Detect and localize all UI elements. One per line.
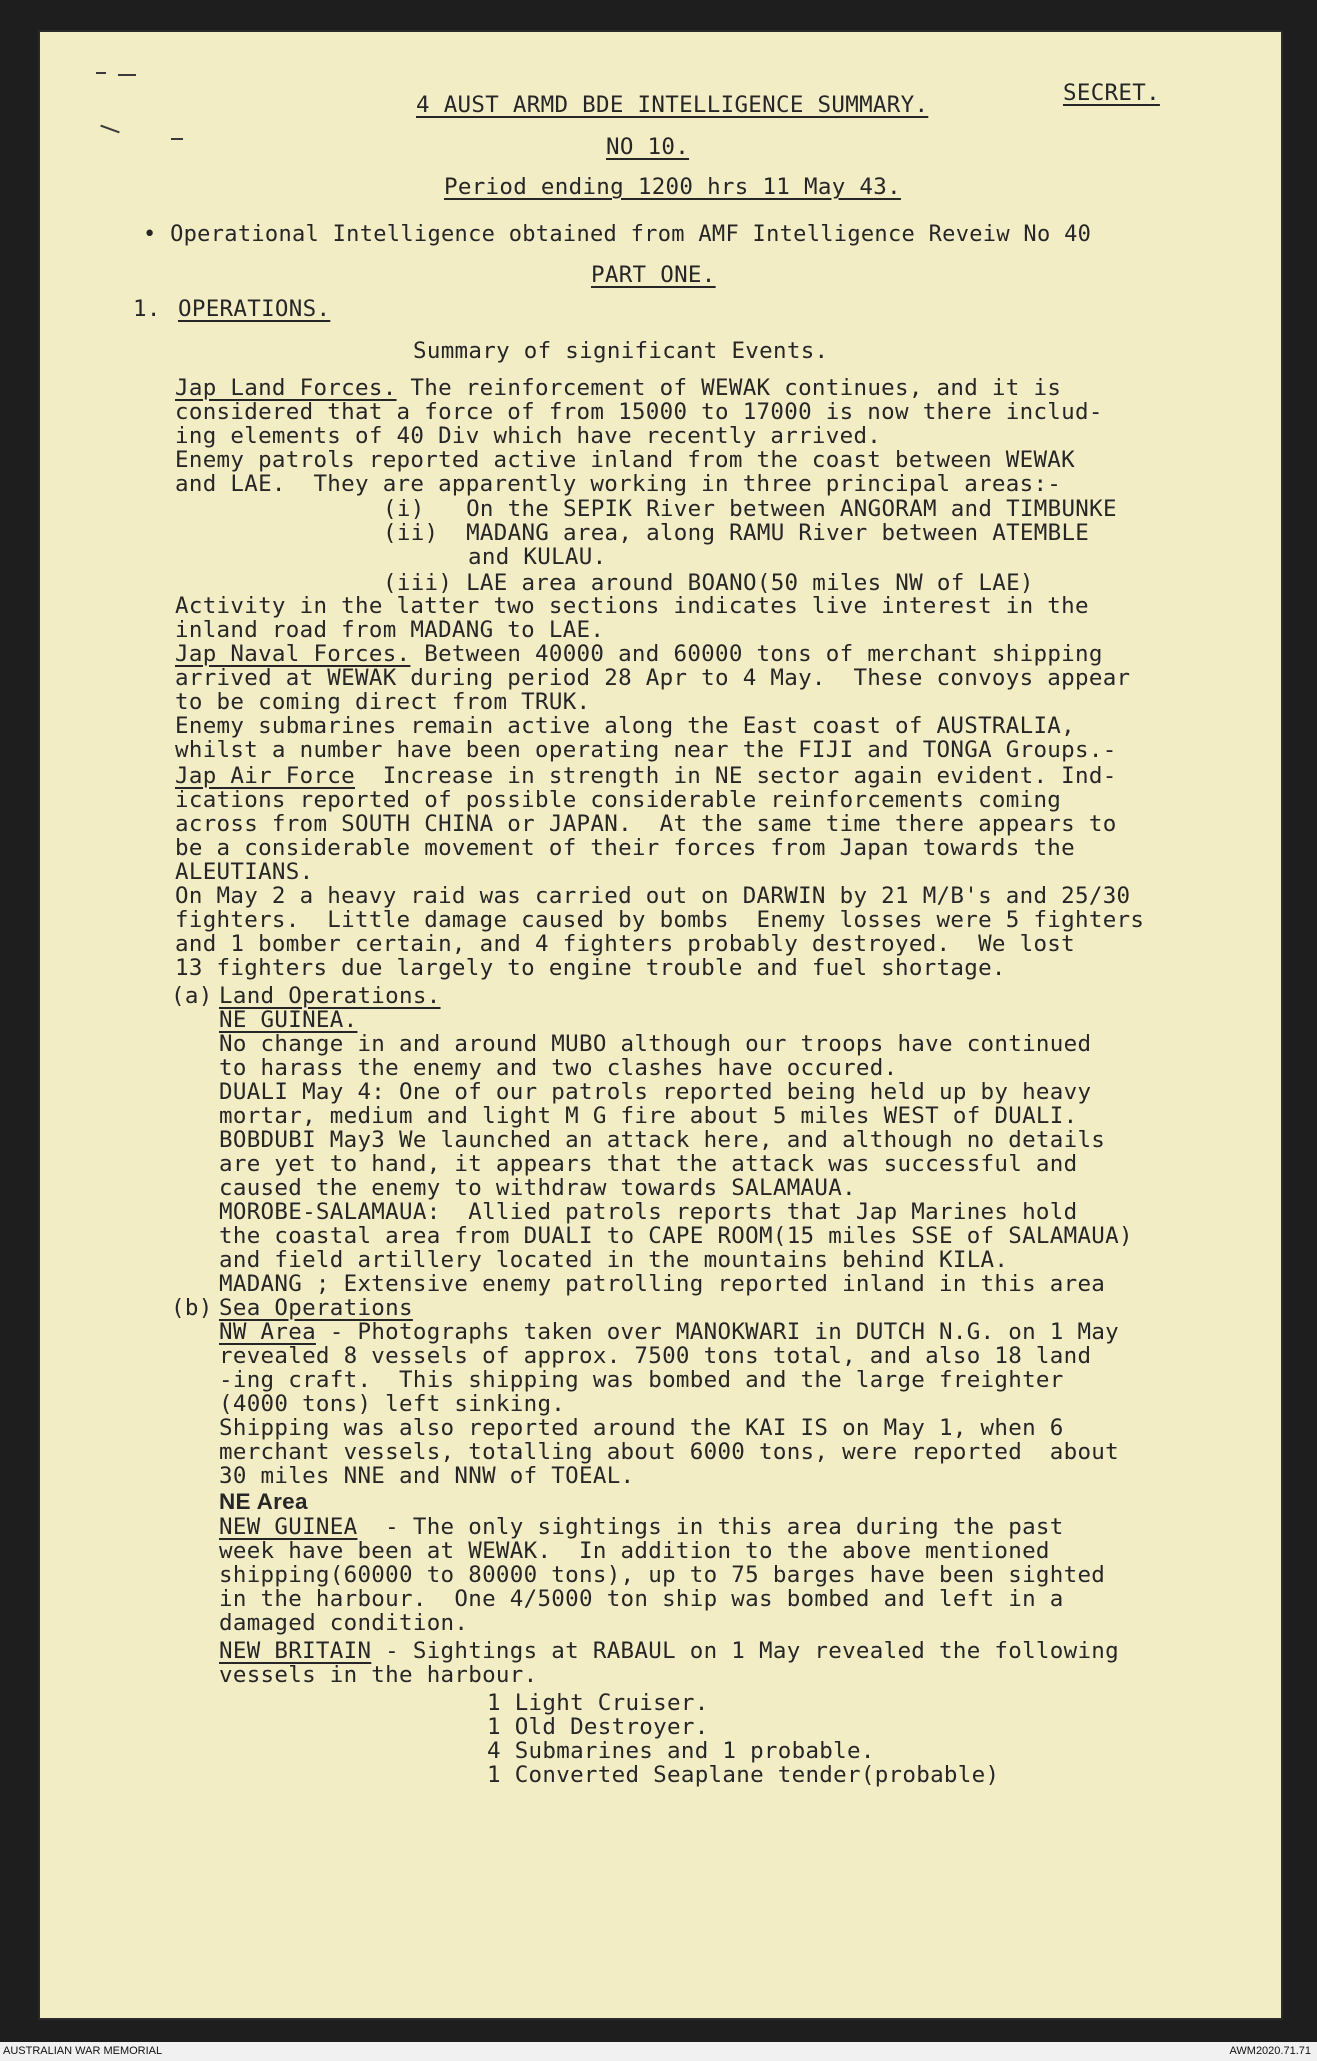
body-line: are yet to hand, it appears that the attack was successful and — [219, 1151, 1078, 1177]
body-line: (4000 tons) left sinking. — [219, 1391, 566, 1417]
body-line: whilst a number have been operating near the FIJI and TONGA Groups.- — [175, 737, 1117, 763]
stray-mark — [171, 138, 183, 140]
body-line: revealed 8 vessels of approx. 7500 tons total, and also 18 land — [219, 1343, 1092, 1369]
body-line: week have been at WEWAK. In addition to the above mentioned — [219, 1538, 1050, 1564]
body-line: to be coming direct from TRUK. — [175, 689, 591, 715]
body-line: ALEUTIANS. — [175, 859, 314, 885]
body-line: the coastal area from DUALI to CAPE ROOM(15 miles SSE of SALAMAUA) — [219, 1223, 1133, 1249]
body-line: considered that a force of from 15000 to 17000 is now there includ- — [175, 399, 1103, 425]
subsection-marker: (a) — [171, 983, 213, 1009]
body-line: to harass the enemy and two clashes have occured. — [219, 1055, 898, 1081]
vessel-item: 1 Converted Seaplane tender(probable) — [487, 1762, 1000, 1788]
source-line: • Operational Intelligence obtained from AMF Intelligence Reveiw No 40 — [143, 222, 1092, 247]
stray-mark — [118, 74, 136, 76]
body-line: On May 2 a heavy raid was carried out on DARWIN by 21 M/B's and 25/30 — [175, 883, 1131, 909]
body-line: and 1 bomber certain, and 4 fighters probably destroyed. We lost — [175, 931, 1075, 957]
body-line: and LAE. They are apparently working in three principal areas:- — [175, 471, 1062, 497]
paragraph-lead: Jap Air Force — [175, 763, 355, 789]
body-line: DUALI May 4: One of our patrols reported being held up by heavy — [219, 1079, 1092, 1105]
subsection-title: Land Operations. — [219, 983, 441, 1009]
body-line: be a considerable movement of their forces from Japan towards the — [175, 835, 1075, 861]
area-heading: NE Area — [219, 1489, 308, 1514]
body-line: BOBDUBI May3 We launched an attack here, and although no details — [219, 1127, 1106, 1153]
body-line: Activity in the latter two sections indicates live interest in the — [175, 593, 1089, 619]
body-line: Jap Naval Forces. Between 40000 and 60000 tons of merchant shipping — [175, 641, 1103, 667]
body-line: MOROBE-SALAMAUA: Allied patrols reports that Jap Marines hold — [219, 1199, 1078, 1225]
body-line: Jap Land Forces. The reinforcement of WEWAK continues, and it is — [175, 375, 1062, 401]
body-line: inland road from MADANG to LAE. — [175, 617, 605, 643]
list-item: (iii) LAE area around BOANO(50 miles NW of LAE) — [383, 570, 1034, 596]
area-heading: NEW BRITAIN — [219, 1638, 372, 1664]
body-line: shipping(60000 to 80000 tons), up to 75 barges have been sighted — [219, 1562, 1106, 1588]
vessel-item: 1 Old Destroyer. — [487, 1714, 709, 1740]
body-line: No change in and around MUBO although our troops have continued — [219, 1031, 1092, 1057]
body-line: Jap Air Force Increase in strength in NE sector again evident. Ind- — [175, 763, 1117, 789]
area-heading: NE GUINEA. — [219, 1007, 358, 1033]
list-item: (ii) MADANG area, along RAMU River between ATEMBLE — [383, 520, 1090, 546]
area-heading: NEW GUINEA — [219, 1514, 358, 1540]
body-line: arrived at WEWAK during period 28 Apr to 4 May. These convoys appear — [175, 665, 1131, 691]
body-line: NW Area - Photographs taken over MANOKWARI in DUTCH N.G. on 1 May — [219, 1319, 1120, 1345]
body-line: mortar, medium and light M G fire about 5 miles WEST of DUALI. — [219, 1103, 1078, 1129]
stray-mark — [96, 72, 106, 74]
body-line: Enemy patrols reported active inland from the coast between WEWAK — [175, 447, 1075, 473]
vessel-item: 1 Light Cruiser. — [487, 1690, 709, 1716]
body-line: Shipping was also reported around the KAI IS on May 1, when 6 — [219, 1415, 1064, 1441]
body-line: NEW BRITAIN - Sightings at RABAUL on 1 May revealed the following — [219, 1638, 1120, 1664]
body-line: 13 fighters due largely to engine trouble and fuel shortage. — [175, 955, 1006, 981]
summary-heading: Summary of significant Events. — [413, 338, 829, 364]
body-line: damaged condition. — [219, 1610, 469, 1636]
summary-number: NO 10. — [606, 134, 690, 160]
paragraph-lead: Jap Land Forces. — [175, 375, 397, 401]
stray-mark — [100, 125, 119, 134]
list-item: (i) On the SEPIK River between ANGORAM and TIMBUNKE — [383, 496, 1117, 522]
paragraph-lead: Jap Naval Forces. — [175, 641, 411, 667]
vessel-item: 4 Submarines and 1 probable. — [487, 1738, 875, 1764]
body-line: and field artillery located in the mountains behind KILA. — [219, 1247, 1009, 1273]
document-title: 4 AUST ARMD BDE INTELLIGENCE SUMMARY. — [416, 92, 929, 118]
body-line: MADANG ; Extensive enemy patrolling reported inland in this area — [219, 1271, 1106, 1297]
body-line: across from SOUTH CHINA or JAPAN. At the same time there appears to — [175, 811, 1117, 837]
subsection-marker: (b) — [171, 1295, 213, 1321]
section-title: OPERATIONS. — [178, 296, 331, 322]
period-line: Period ending 1200 hrs 11 May 43. — [444, 174, 901, 200]
archive-footer — [0, 2042, 1317, 2061]
section-number: 1. — [133, 296, 161, 322]
document-page — [38, 30, 1283, 2020]
list-item: and KULAU. — [468, 544, 607, 570]
classification-stamp: SECRET. — [1063, 80, 1160, 106]
body-line: fighters. Little damage caused by bombs Enemy losses were 5 fighters — [175, 907, 1145, 933]
area-heading: NW Area — [219, 1319, 316, 1345]
body-line: merchant vessels, totalling about 6000 tons, were reported about — [219, 1439, 1119, 1465]
body-line: vessels in the harbour. — [219, 1662, 538, 1688]
body-line: Enemy submarines remain active along the East coast of AUSTRALIA, — [175, 713, 1075, 739]
body-line: ing elements of 40 Div which have recently arrived. — [175, 423, 882, 449]
subsection-title: Sea Operations — [219, 1295, 413, 1321]
body-line: caused the enemy to withdraw towards SALAMAUA. — [219, 1175, 856, 1201]
body-line: in the harbour. One 4/5000 ton ship was bombed and left in a — [219, 1586, 1064, 1612]
body-line: NEW GUINEA - The only sightings in this area during the past — [219, 1514, 1064, 1540]
archive-name: AUSTRALIAN WAR MEMORIAL — [3, 2045, 163, 2057]
part-heading: PART ONE. — [591, 262, 716, 288]
body-line: -ing craft. This shipping was bombed and the large freighter — [219, 1367, 1064, 1393]
body-line: 30 miles NNE and NNW of TOEAL. — [219, 1463, 635, 1489]
archive-reference: AWM2020.71.71 — [1229, 2045, 1311, 2057]
body-line: ications reported of possible considerable reinforcements coming — [175, 787, 1062, 813]
